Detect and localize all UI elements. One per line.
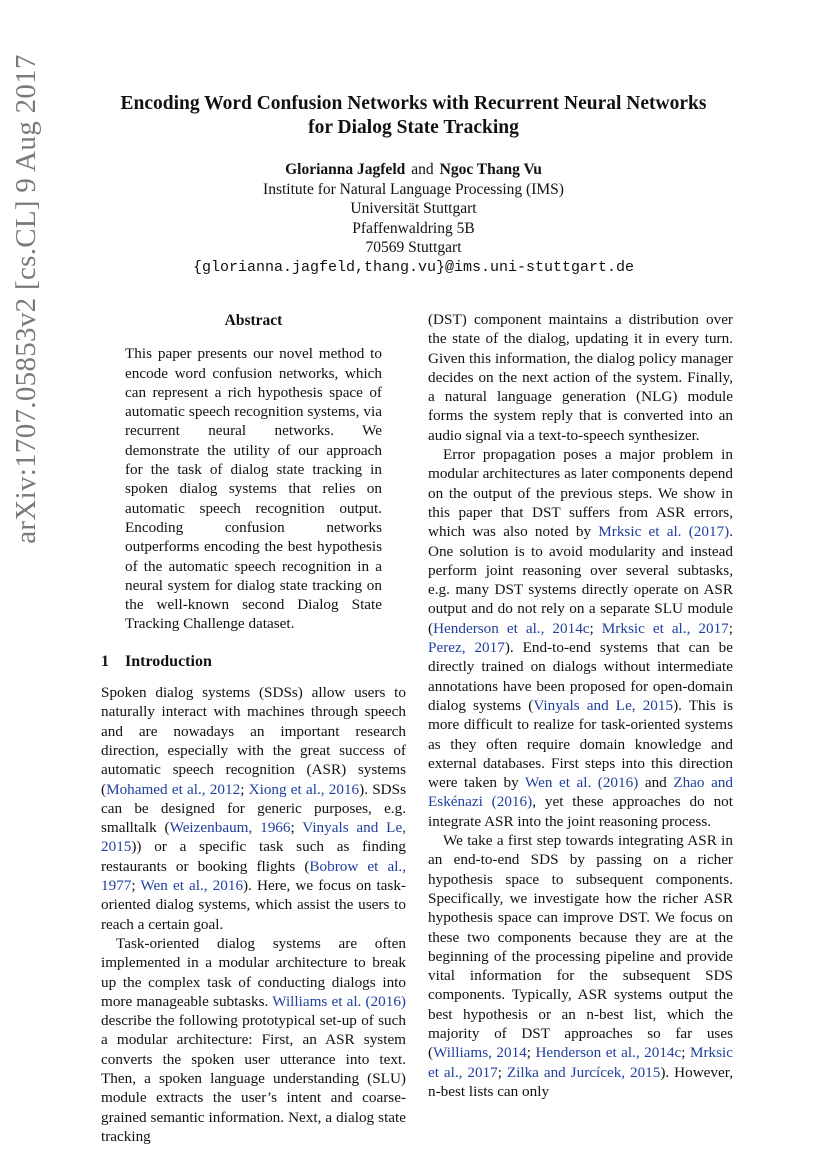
affiliation-street: Pfaffenwaldring 5B — [352, 219, 475, 237]
citation-link[interactable]: Mrksic et al., 2017 — [428, 1044, 733, 1081]
title-line-2: for Dialog State Tracking — [308, 117, 519, 138]
author-names — [80, 160, 747, 180]
citation-link[interactable]: Williams et al. (2016) — [272, 992, 406, 1010]
citation-link[interactable]: Mohamed et al., 2012 — [106, 780, 241, 798]
citation-link[interactable]: Vinyals and Le, 2015 — [533, 696, 674, 714]
citation-link[interactable]: Williams, 2014 — [433, 1044, 527, 1062]
paper-title — [80, 92, 747, 140]
citation-link[interactable]: Henderson et al., 2014c — [433, 619, 590, 637]
right-column — [428, 310, 733, 1101]
citation-link[interactable]: Henderson et al., 2014c — [535, 1044, 682, 1062]
citation-link[interactable]: Wen et al., 2016 — [140, 877, 244, 895]
intro-paragraph-2: Task-oriented dialog systems are often implemented in a modular architecture to break up the complex task of conducting dialogs into more manageable subtasks. Williams et al. (2016) describe the following prototypical set-up of such a modular architecture: First, an ASR system converts the spoken user utterance into text. Then, a spoken language understanding (SLU) module extracts the user’s intent and coarse-grained semantic information. Next, a dialog state tracking — [101, 934, 406, 1145]
affiliation-institute: Institute for Natural Language Processing (IMS) — [263, 180, 564, 198]
citation-link[interactable]: Perez, 2017 — [428, 639, 505, 657]
citation-link[interactable]: Zhao and Eskénazi (2016) — [428, 774, 733, 811]
author-1: Glorianna Jagfeld — [285, 161, 406, 178]
abstract-text: This paper presents our novel method to encode word confusion networks, which can represent a rich hypothesis space of automatic speech recognition systems, via recurrent neural networks. We demonstrate the utility of our approach for the task of dialog state tracking in spoken dialog systems that relies on automatic speech recognition output. Encoding confusion networks outperforms encoding the best hypothesis of the automatic speech recognition in a neural system for dialog state tracking on the well-known second Dialog State Tracking Challenge dataset. — [125, 345, 382, 633]
citation-link[interactable]: Xiong et al., 2016 — [248, 780, 360, 798]
arxiv-side-stamp: arXiv:1707.05853v2 [cs.CL] 9 Aug 2017 — [10, 54, 42, 544]
citation-link[interactable]: Mrksic et al., 2017 — [601, 619, 729, 637]
intro-paragraph-3: (DST) component maintains a distribution over the state of the dialog, updating it in every turn. Given this information, the dialog policy manager decides on the next action of the system. Finally, a natural language generation (NLG) module forms the system reply that is converted into an audio signal via a text-to-speech synthesizer. — [428, 311, 733, 444]
left-column — [101, 310, 406, 1146]
citation-link[interactable]: Vinyals and Le, 2015 — [101, 819, 406, 856]
section-number: 1 — [101, 652, 109, 670]
affiliation-university: Universität Stuttgart — [350, 200, 477, 217]
affiliation-city: 70569 Stuttgart — [365, 239, 462, 256]
paper-header — [80, 92, 747, 277]
section-heading-introduction — [101, 652, 406, 671]
author-email[interactable]: {glorianna.jagfeld,thang.vu}@ims.uni-stuttgart.de — [192, 258, 635, 276]
citation-link[interactable]: Wen et al. (2016) — [524, 774, 639, 792]
author-and: and — [411, 161, 434, 178]
section-title: Introduction — [125, 652, 212, 670]
author-2: Ngoc Thang Vu — [439, 161, 542, 178]
title-line-1: Encoding Word Confusion Networks with Recurrent Neural Networks — [120, 93, 707, 114]
author-block — [80, 160, 747, 277]
abstract-heading: Abstract — [224, 312, 283, 329]
citation-link[interactable]: Bobrow et al., 1977 — [101, 857, 407, 895]
citation-link[interactable]: Mrksic et al. (2017) — [598, 523, 730, 541]
citation-link[interactable]: Zilka and Jurcícek, 2015 — [506, 1063, 661, 1081]
intro-paragraph-4: Error propagation poses a major problem in modular architectures as later components depend on the output of the previous steps. We show in this paper that DST suffers from ASR errors, which was also noted by Mrksic et al. (2017). One solution is to avoid modularity and instead perform joint reasoning over several subtasks, e.g. many DST systems directly operate on ASR output and do not rely on a separate SLU module (Henderson et al., 2014c; Mrksic et al., 2017; Perez, 2017). End-to-end systems that can be directly trained on dialogs without intermediate annotations have been proposed for open-domain dialog systems (Vinyals and Le, 2015). This is more difficult to realize for task-oriented systems as they often require domain knowledge and external databases. First steps into this direction were taken by Wen et al. (2016) and Zhao and Eskénazi (2016), yet these approaches do not integrate ASR into the joint reasoning process. — [428, 446, 734, 830]
intro-paragraph-1: Spoken dialog systems (SDSs) allow users to naturally interact with machines through speech and are nowadays an important research direction, especially with the great success of automatic speech recognition (ASR) systems (Mohamed et al., 2012; Xiong et al., 2016). SDSs can be designed for generic purposes, e.g. smalltalk (Weizenbaum, 1966; Vinyals and Le, 2015)) or a specific task such as finding restaurants or booking flights (Bobrow et al., 1977; Wen et al., 2016). Here, we focus on task-oriented dialog systems, which assist the users to reach a certain goal. — [101, 684, 407, 933]
citation-link[interactable]: Weizenbaum, 1966 — [169, 819, 291, 837]
intro-paragraph-5: We take a first step towards integrating ASR in an end-to-end SDS by passing on a richer hypothesis space to subsequent components. Specifically, we investigate how the richer ASR hypothesis space can improve DST. We focus on these two components because they are at the beginning of the processing pipeline and provide vital information for the subsequent SDS components. Typically, ASR systems output the best hypothesis or an n-best list, which the majority of DST approaches so far uses (Williams, 2014; Henderson et al., 2014c; Mrksic et al., 2017; Zilka and Jurcícek, 2015). However, n-best lists can only — [428, 832, 733, 1100]
